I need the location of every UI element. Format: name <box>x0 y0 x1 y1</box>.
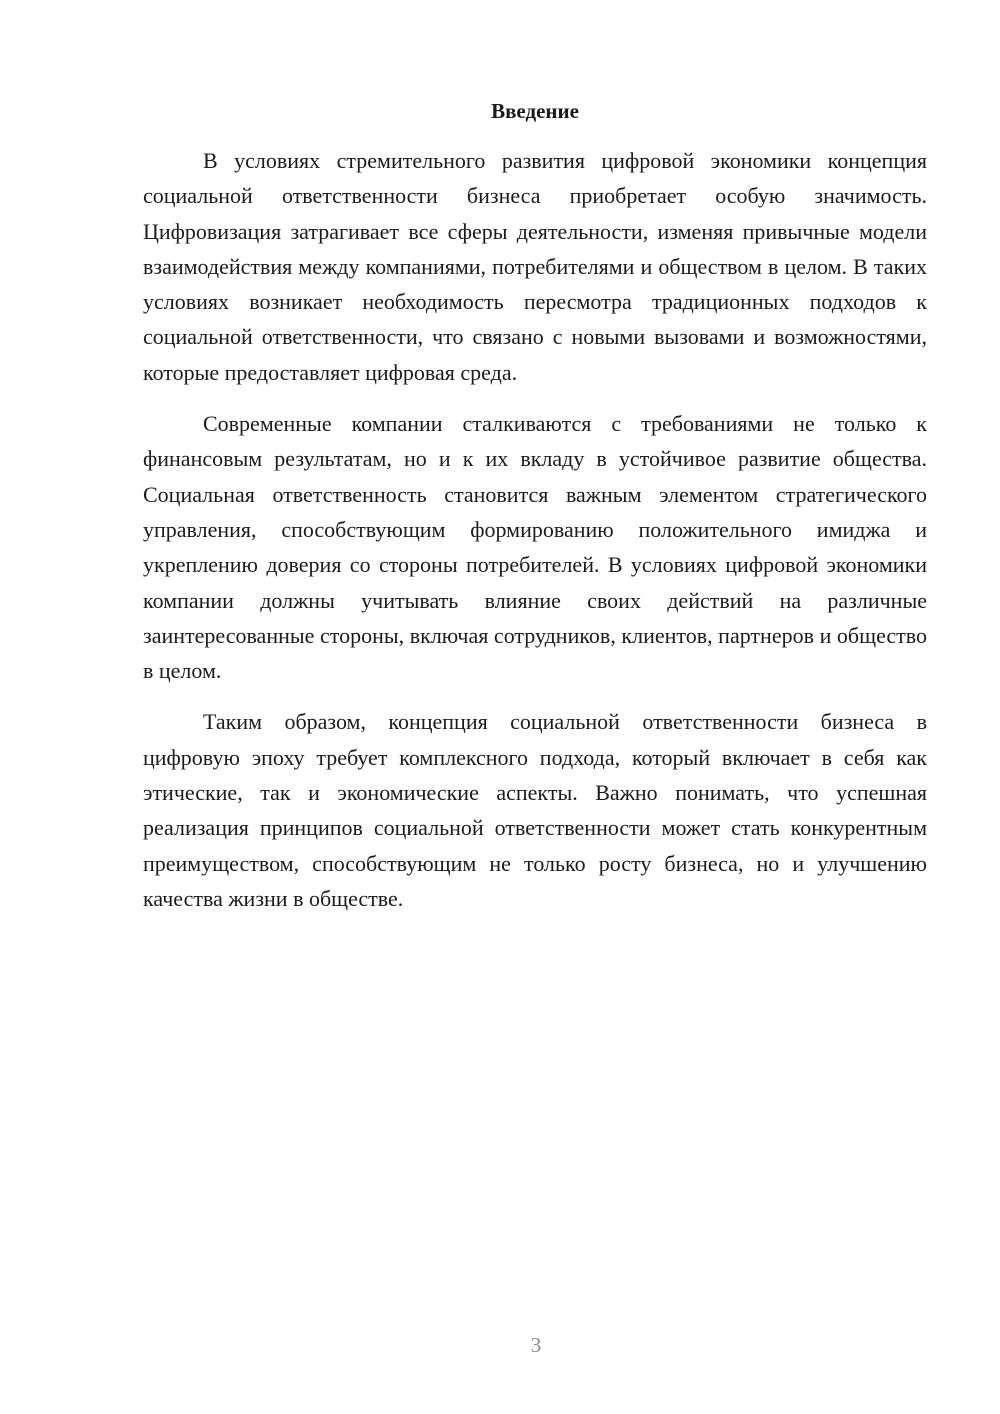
paragraph-3: Таким образом, концепция социальной ответственности бизнеса в цифровую эпоху требует комплексного подхода, который включает в себя как этические, так и экономические аспекты. Важно понимать, что успешная реализация принципов социальной ответственности может стать конкурентным преимуществом, способствующим не только росту бизнеса, но и улучшению качества жизни в обществе. <box>143 709 927 911</box>
page-number: 3 <box>530 1333 542 1357</box>
paragraph-2: Современные компании сталкиваются с требованиями не только к финансовым результатам, но и к их вкладу в устойчивое развитие общества. Социальная ответственность становится важным элементом стратегического управления, способствующим формированию положительного имиджа и укреплению доверия со стороны потребителей. В условиях цифровой экономики компании должны учитывать влияние своих действий на различные заинтересованные стороны, включая сотрудников, клиентов, партнеров и общество в целом. <box>143 411 927 684</box>
paragraph-1: В условиях стремительного развития цифровой экономики концепция социальной ответственности бизнеса приобретает особую значимость. Цифровизация затрагивает все сферы деятельности, изменяя привычные модели взаимодействия между компаниями, потребителями и обществом в целом. В таких условиях возникает необходимость пересмотра традиционных подходов к социальной ответственности, что связано с новыми вызовами и возможностями, которые предоставляет цифровая среда. <box>143 148 927 385</box>
body-text <box>143 143 927 932</box>
page-title: Введение <box>491 99 579 123</box>
